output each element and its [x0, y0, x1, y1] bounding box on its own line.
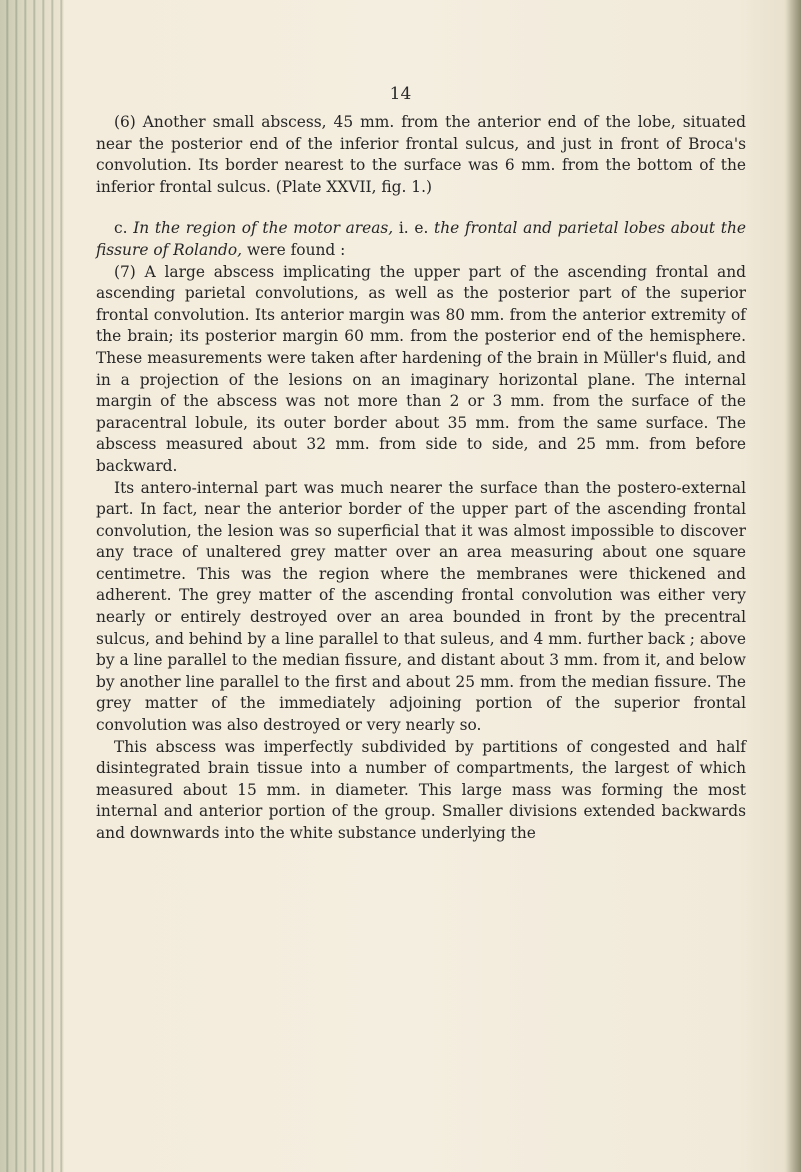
page-number: 14 — [389, 84, 412, 104]
section-c-plain-1: i. e. — [398, 219, 429, 238]
body-text — [96, 112, 746, 845]
binding-edge-right — [785, 0, 801, 1172]
section-c-label: c. — [114, 219, 128, 238]
paragraph-6: (6) Another small abscess, 45 mm. from the anterior end of the lobe, situated near the posterior end of the inferior frontal sulcus, and just in front of Broca's convolution. Its border nearest to the surface was 6 mm. from the bottom of the inferior frontal sulcus. (Plate XXVII, fig. 1.) — [96, 113, 746, 196]
section-c-italic-2: the frontal and parietal lobes about the fissure of Rolando, — [96, 219, 746, 259]
section-c-italic-1: In the region of the motor areas, — [133, 219, 394, 238]
section-c-plain-2: were found : — [246, 240, 346, 259]
paragraph-7: (7) A large abscess implicating the upper part of the ascending frontal and ascending parietal convolutions, as well as the posterior part of the superior frontal convolution. Its anterior margin was 80 mm. from the anterior extremity of the brain; its posterior margin 60 mm. from the posterior end of the hemisphere. These measurements were taken after hardening of the brain in Müller's fluid, and in a projection of the lesions on an imaginary horizontal plane. The internal margin of the abscess was not more than 2 or 3 mm. from the surface of the paracentral lobule, its outer border about 35 mm. from the same surface. The abscess measured about 32 mm. from side to side, and 25 mm. from before backward. — [96, 262, 746, 475]
binding-edge-left — [0, 0, 64, 1172]
paragraph-8: Its antero-internal part was much nearer the surface than the postero-external part. In fact, near the anterior border of the upper part of the ascending frontal convolution, the lesion was so superficial that it was almost impossible to discover any trace of unaltered grey matter over an area measuring about one square centimetre. This was the region where the membranes were thickened and adherent. The grey matter of the ascending frontal convolution was either very nearly or entirely destroyed over an area bounded in front by the precentral sulcus, and behind by a line parallel to that suleus, and 4 mm. further back ; above by a line parallel to the median fissure, and distant about 3 mm. from it, and below by another line parallel to the first and about 25 mm. from the median fissure. The grey matter of the immediately adjoining portion of the superior frontal convolution was also destroyed or very nearly so. — [96, 478, 746, 735]
section-gap — [96, 198, 746, 218]
paragraph-9: This abscess was imperfectly subdivided by partitions of congested and half disintegrated brain tissue into a number of compartments, the largest of which measured about 15 mm. in diameter. This large mass was forming the most internal and anterior portion of the group. Smaller divisions extended backwards and downwards into the white substance underlying the — [96, 737, 746, 842]
section-c-heading — [96, 218, 746, 261]
